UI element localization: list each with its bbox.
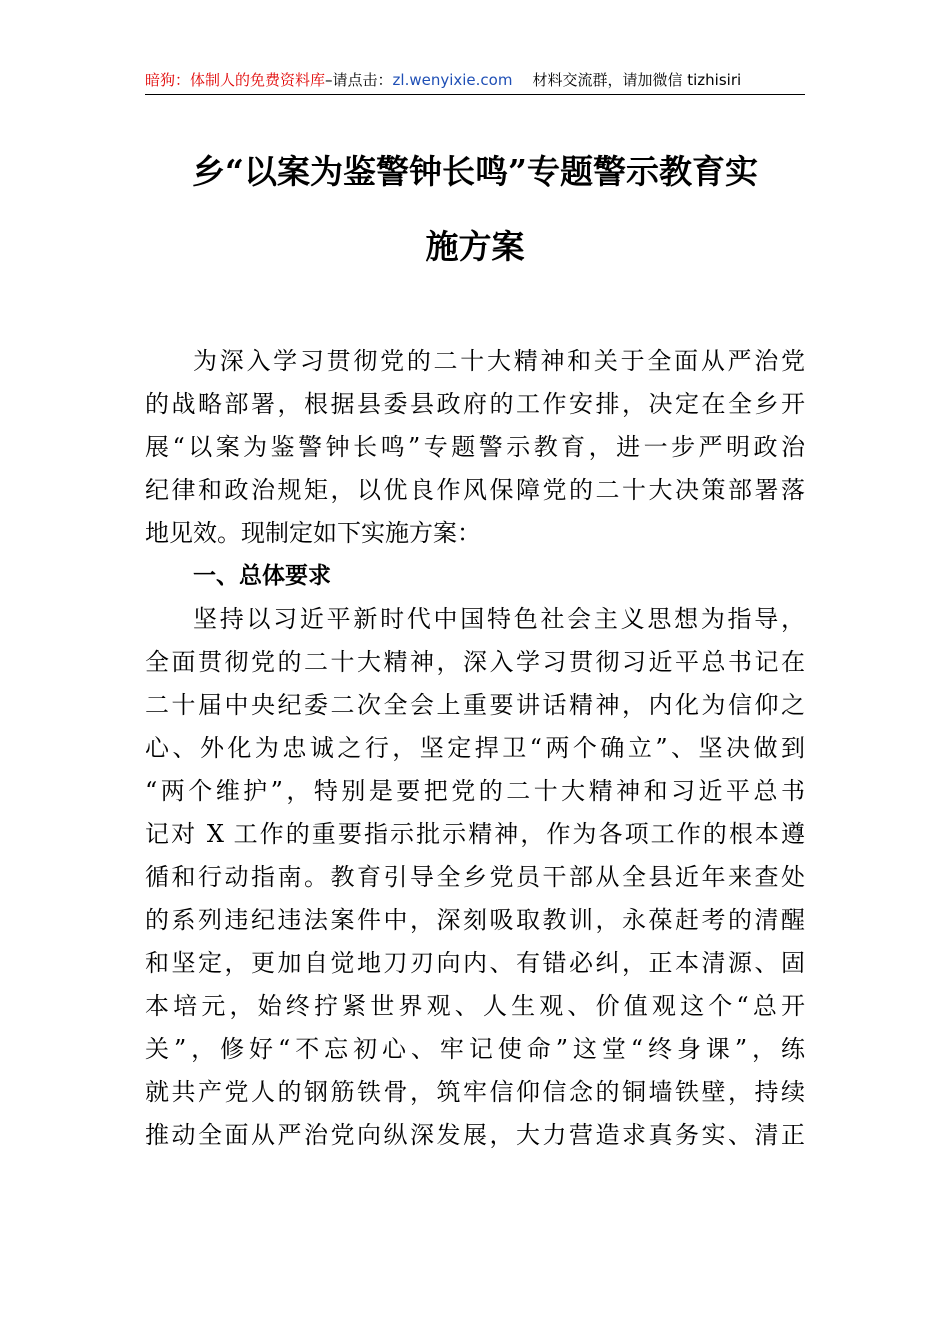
page-header — [145, 66, 805, 95]
section-line: 全面贯彻党的二十大精神，深入学习贯彻习近平总书记在 — [145, 648, 805, 676]
section-heading: 一、总体要求 — [193, 563, 331, 589]
section-line: 关”，修好“不忘初心、牢记使命”这堂“终身课”，练 — [145, 1035, 805, 1063]
section-line: 推动全面从严治党向纵深发展，大力营造求真务实、清正 — [145, 1121, 805, 1149]
document-title-line-1: 乡“以案为鉴警钟长鸣”专题警示教育实 — [192, 152, 758, 191]
intro-line: 展“以案为鉴警钟长鸣”专题警示教育，进一步严明政治 — [145, 433, 805, 461]
document-body — [145, 340, 805, 1157]
section-line: 二十届中央纪委二次全会上重要讲话精神，内化为信仰之 — [145, 691, 805, 719]
section-line: 的系列违纪违法案件中，深刻吸取教训，永葆赶考的清醒 — [145, 906, 805, 934]
section-line: 记对 X 工作的重要指示批示精神，作为各项工作的根本遵 — [145, 820, 805, 848]
section-line: 本培元，始终拧紧世界观、人生观、价值观这个“总开 — [145, 992, 805, 1020]
section-line: 和坚定，更加自觉地刀刃向内、有错必纠，正本清源、固 — [145, 949, 805, 977]
header-brand: 暗狗：体制人的免费资料库 — [145, 71, 326, 89]
section-line: “两个维护”，特别是要把党的二十大精神和习近平总书 — [145, 777, 805, 805]
section-line: 心、外化为忠诚之行，坚定捍卫“两个确立”、坚决做到 — [145, 734, 805, 762]
intro-line: 为深入学习贯彻党的二十大精神和关于全面从严治党 — [193, 347, 805, 375]
header-url-link[interactable]: zl.wenyixie.com — [392, 71, 513, 89]
intro-line: 的战略部署，根据县委县政府的工作安排，决定在全乡开 — [145, 390, 805, 418]
document-title-line-2: 施方案 — [425, 227, 525, 266]
section-line: 就共产党人的钢筋铁骨，筑牢信仰信念的铜墙铁壁，持续 — [145, 1078, 805, 1106]
intro-line: 地见效。现制定如下实施方案： — [145, 519, 481, 547]
section-line: 循和行动指南。教育引导全乡党员干部从全县近年来查处 — [145, 863, 805, 891]
section-line: 坚持以习近平新时代中国特色社会主义思想为指导， — [193, 605, 805, 633]
header-click-prefix: –请点击： — [325, 71, 393, 89]
header-group-note: 材料交流群，请加微信 tizhisiri — [532, 71, 742, 89]
intro-line: 纪律和政治规矩，以优良作风保障党的二十大决策部署落 — [145, 476, 805, 504]
